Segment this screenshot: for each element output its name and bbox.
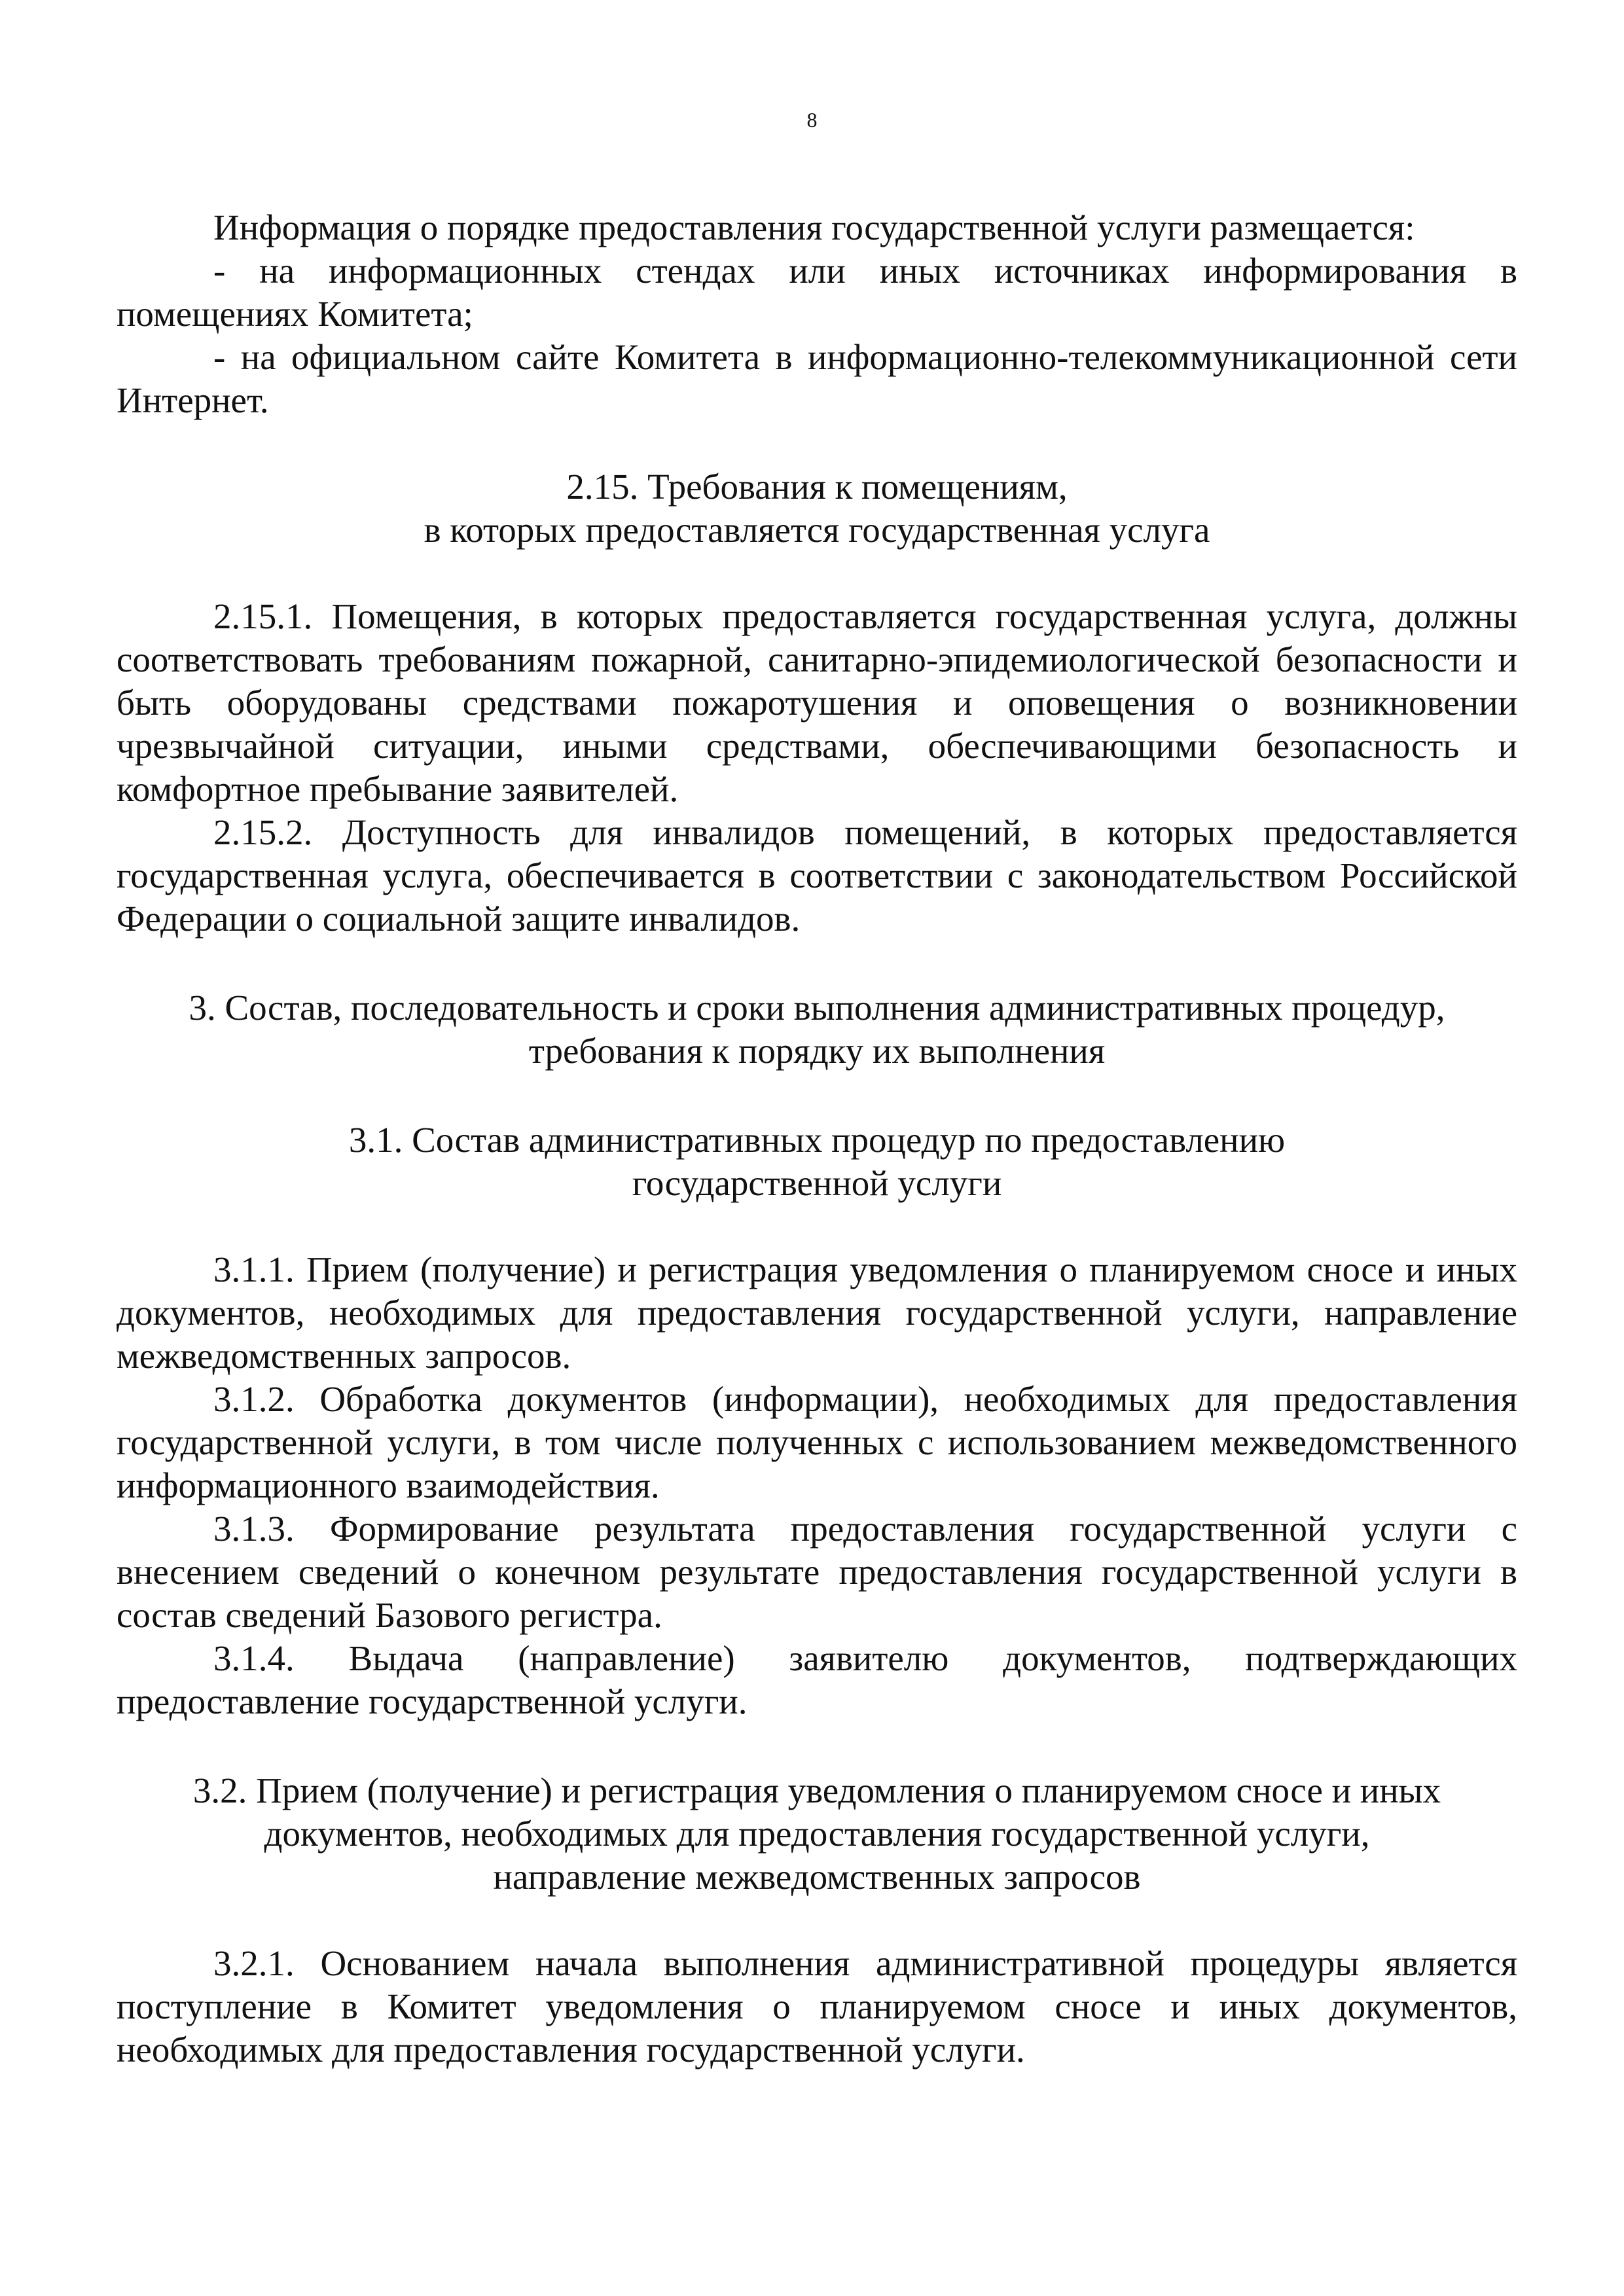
paragraph-2-15-1: 2.15.1. Помещения, в которых предоставляется государственная услуга, должны соответствовать требованиям пожарной, санитарно-эпидемиологической безопасности и быть оборудованы средствами пожаротушения и оповещения о возникновении чрезвычайной ситуации, иными средствами, обеспечивающими безопасность и комфортное пребывание заявителей. [117, 596, 1517, 809]
paragraph-3-1-4: 3.1.4. Выдача (направление) заявителю документов, подтверждающих предоставление государственной услуги. [117, 1638, 1517, 1721]
info-intro: Информация о порядке предоставления государственной услуги размещается: [213, 207, 1415, 247]
section-3-heading-line2: требования к порядку их выполнения [528, 1031, 1106, 1071]
section-2-15-heading-line2: в которых предоставляется государственная услуга [424, 510, 1210, 550]
section-3-1-heading-line1: 3.1. Состав административных процедур по предоставлению [348, 1120, 1286, 1160]
section-3-2-heading-line1: 3.2. Прием (получение) и регистрация уведомления о планируемом сносе и иных [192, 1770, 1441, 1810]
paragraph-3-1-3: 3.1.3. Формирование результата предоставления государственной услуги с внесением сведений о конечном результате предоставления государственной услуги в состав сведений Базового регистра. [117, 1509, 1517, 1635]
paragraph-2-15-2: 2.15.2. Доступность для инвалидов помещений, в которых предоставляется государственная услуга, обеспечивается в соответствии с законодательством Российской Федерации о социальной защите инвалидов. [117, 812, 1517, 939]
paragraph-3-1-2: 3.1.2. Обработка документов (информации), необходимых для предоставления государственной услуги, в том числе полученных с использованием межведомственного информационного взаимодействия. [117, 1379, 1517, 1505]
paragraph-3-2-1: 3.2.1. Основанием начала выполнения административной процедуры является поступление в Комитет уведомления о планируемом сносе и иных документов, необходимых для предоставления государственной услуги. [117, 1943, 1517, 2070]
paragraph-3-1-1: 3.1.1. Прием (получение) и регистрация уведомления о планируемом сносе и иных документов, необходимых для предоставления государственной услуги, направление межведомственных запросов. [117, 1249, 1517, 1376]
info-item-stands: - на информационных стендах или иных источниках информирования в помещениях Комитета; [117, 251, 1517, 334]
document-body [117, 206, 1517, 2072]
page-number: 8 [806, 108, 818, 132]
section-3-1-heading-line2: государственной услуги [632, 1163, 1002, 1203]
section-2-15-heading-line1: 2.15. Требования к помещениям, [566, 467, 1068, 507]
section-3-heading-line1: 3. Состав, последовательность и сроки выполнения административных процедур, [189, 988, 1445, 1028]
info-item-website: - на официальном сайте Комитета в информационно-телекоммуникационной сети Интернет. [117, 337, 1517, 420]
section-3-2-heading-line3: направление межведомственных запросов [493, 1857, 1141, 1897]
section-3-2-heading-line2: документов, необходимых для предоставления государственной услуги, [264, 1814, 1370, 1854]
